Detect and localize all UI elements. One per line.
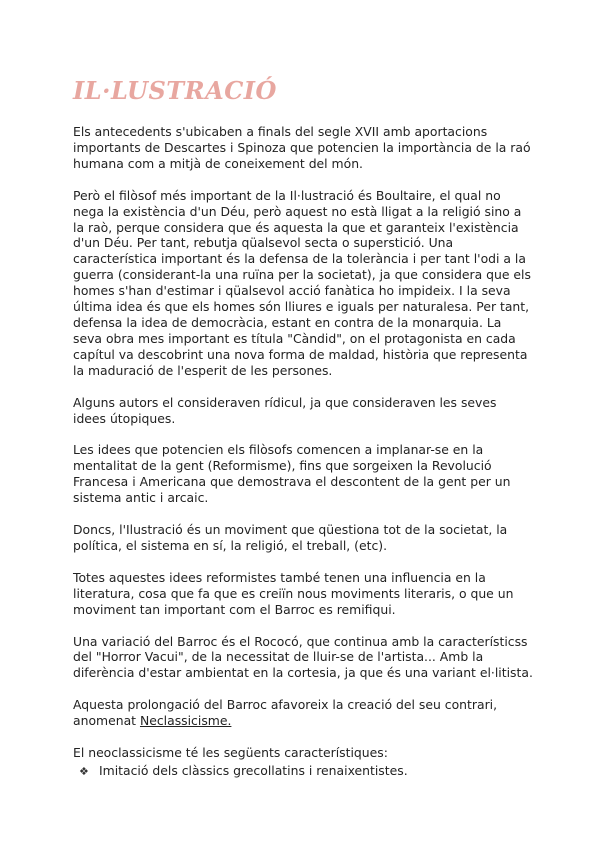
neoclassicism-link[interactable]: Neclassicisme. bbox=[139, 713, 232, 729]
paragraph-prolongation bbox=[73, 697, 533, 729]
paragraph-critics: Alguns autors el consideraven rídicul, ja que consideraven les seves idees útopiques. bbox=[73, 394, 497, 426]
list-item-text: Imitació dels clàssics grecollatins i renaixentistes. bbox=[99, 763, 408, 778]
paragraph-rococo: Una variació del Barroc és el Rococó, que continua amb la característicss del "Horror Vacui", de la necessitat de lluir-se de l'artista... Amb la diferència d'estar ambientat en la cortesia, ja que és una variant el·litista. bbox=[73, 633, 533, 681]
diamond-bullet-icon: ❖ bbox=[79, 765, 89, 778]
document-body bbox=[73, 124, 533, 780]
characteristics-list bbox=[73, 763, 533, 780]
paragraph-boultaire: Però el filòsof més important de la Il·lustració és Boultaire, el qual no nega la existència d'un Déu, però aquest no està lligat a la religió sino a la raò, perque considera que és aquesta la que et garanteix l'existència d'un Déu. Per tant, rebutja qüalsevol secta o superstició. Una característica important és la defensa de la tolerància i per tant l'odi a la guerra (considerant-la una ruïna per la societat), ja que considera que els homes s'han d'estimar i qüalsevol acció fanàtica ho impideix. I la seva última idea és que els homes són lliures e iguals per naturalesa. Per tant, defensa la idea de democràcia, estant en contra de la monarquia. La seva obra mes important es títula "Càndid", on el protagonista en cada capítul va descobrint una nova forma de maldad, història que representa la maduració de l'esperit de les persones. bbox=[73, 187, 531, 378]
paragraph-antecedents: Els antecedents s'ubicaben a finals del segle XVII amb aportacions importants de Descartes i Spinoza que potencien la importància de la raó humana com a mitjà de coneixement del món. bbox=[73, 124, 531, 171]
list-item bbox=[79, 763, 533, 780]
prolongation-text: Aquesta prolongació del Barroc afavoreix la creació del seu contrari, anomenat bbox=[73, 697, 498, 729]
list-intro: El neoclassicisme té les següents característiques: bbox=[73, 745, 388, 761]
paragraph-literature: Totes aquestes idees reformistes també tenen una influencia en la literatura, cosa que fa que es creiïn nous moviments literaris, o que un moviment tan important com el Barroc es remifiqui. bbox=[73, 569, 514, 617]
paragraph-reformism: Les idees que potencien els filòsofs comencen a implanar-se en la mentalitat de la gent (Reformisme), fins que sorgeixen la Revolució Francesa i Americana que demostrava el descontent de la gent per un sistema antic i arcaic. bbox=[73, 442, 511, 506]
page-title: IL·LUSTRACIÓ bbox=[73, 76, 277, 105]
paragraph-movement: Doncs, l'Ilustració és un moviment que qüestiona tot de la societat, la política, el sistema en sí, la religió, el treball, (etc). bbox=[73, 522, 508, 553]
